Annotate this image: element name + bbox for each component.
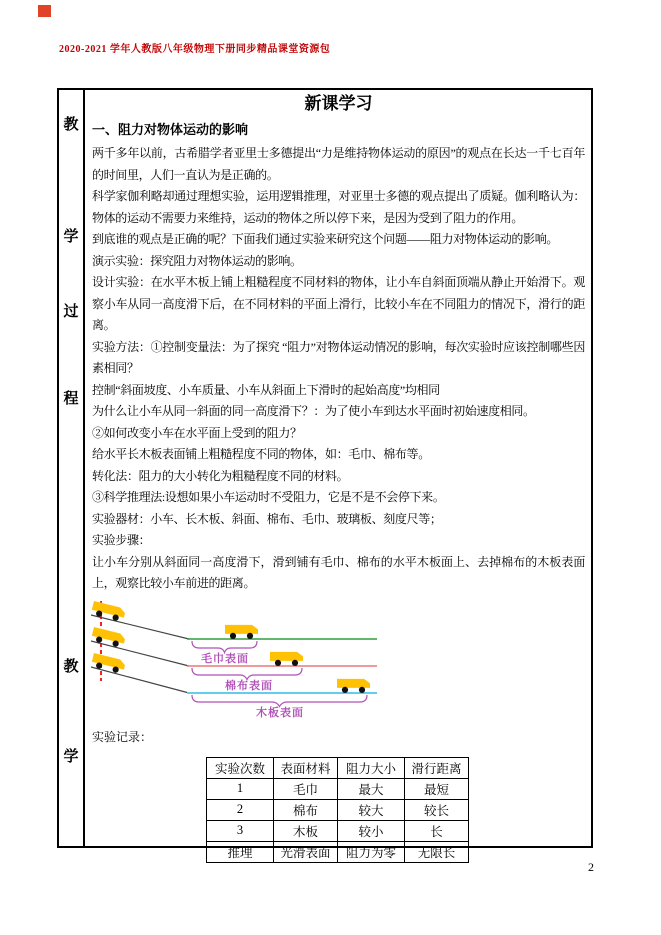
table-header-cell: 滑行距离 (405, 757, 469, 778)
table-cell: 棉布 (274, 799, 338, 820)
paragraph: 到底谁的观点是正确的呢？下面我们通过实验来研究这个问题——阻力对物体运动的影响。 (92, 232, 559, 246)
paragraph: 科学家伽利略却通过理想实验，运用逻辑推理，对亚里士多德的观点提出了质疑。伽利略认为：物体的运动不需要力来维持，运动的物体之所以停下来，是因为受到了阻力的作用。 (92, 189, 585, 225)
table-cell: 木板 (274, 820, 338, 841)
paragraph: ②如何改变小车在水平面上受到的阻力？ (92, 425, 302, 440)
table-cell: 1 (207, 778, 274, 799)
table-row (207, 841, 469, 862)
paragraph: 两千多年以前，古希腊学者亚里士多德提出“力是维持物体运动的原因”的观点在长达一千七百年的时间里，人们一直认为是正确的。 (92, 146, 585, 182)
side-column-teaching-process (59, 90, 85, 846)
experiment-diagram (89, 595, 585, 725)
paragraph: 设计实验：在水平木板上铺上粗糙程度不同材料的物体，让小车自斜面顶端从静止开始滑下。观察小车从同一高度滑下后，在不同材料的平面上滑行，比较小车在不同阻力的情况下，滑行的距离。 (92, 275, 585, 332)
incline-line (91, 667, 189, 693)
experiment-table (206, 757, 469, 863)
surface-label-towel: 毛巾表面 (201, 652, 249, 665)
table-cell: 较小 (338, 820, 405, 841)
table-row (207, 799, 469, 820)
brace-icon (192, 641, 257, 653)
table-cell: 推理 (207, 841, 274, 862)
table-row (207, 820, 469, 841)
table-cell: 3 (207, 820, 274, 841)
truck-icon (270, 651, 303, 665)
table-cell: 较大 (338, 799, 405, 820)
paragraph: 给水平长木板表面铺上粗糙程度不同的物体，如：毛巾、棉布等。 (92, 447, 430, 461)
paragraph: 控制“斜面坡度、小车质量、小车从斜面上下滑时的起始高度”均相同 (92, 382, 440, 397)
table-header-cell: 实验次数 (207, 757, 274, 778)
paragraph: 实验方法：①控制变量法：为了探究 “阻力”对物体运动情况的影响，每次实验时应该控制哪些因素相同？ (92, 339, 585, 375)
table-cell: 2 (207, 799, 274, 820)
table-cell: 光滑表面 (274, 841, 338, 862)
paragraph: ③科学推理法:设想如果小车运动时不受阻力，它是不是不会停下来。 (92, 490, 445, 504)
table-cell: 阻力为零 (338, 841, 405, 862)
page-title: 新课学习 (304, 94, 373, 113)
side-label: 过 (63, 304, 79, 320)
lesson-plan-table (57, 88, 593, 860)
truck-icon (225, 624, 258, 638)
table-cell: 无限长 (405, 841, 469, 862)
paragraph: 演示实验：探究阻力对物体运动的影响。 (92, 253, 302, 268)
page-number: 2 (588, 860, 594, 874)
paragraph: 为什么让小车从同一斜面的同一高度滑下？：为了使小车到达水平面时初始速度相同。 (92, 404, 535, 418)
side-label: 程 (63, 391, 79, 407)
table-header-cell: 表面材料 (274, 757, 338, 778)
incline-experiment-figure (89, 595, 479, 725)
surface-label-cotton: 棉布表面 (225, 679, 273, 692)
watermark-red-square (38, 5, 51, 17)
table-cell: 最大 (338, 778, 405, 799)
lesson-content (85, 90, 591, 860)
paragraph: 让小车分别从斜面同一高度滑下，滑到铺有毛巾、棉布的水平木板面上、去掉棉布的木板表面上，观察比较小车前进的距离。 (92, 554, 585, 590)
paragraph: 转化法：阻力的大小转化为粗糙程度不同的材料。 (92, 468, 349, 483)
table-cell: 长 (405, 820, 469, 841)
brace-icon (192, 668, 302, 680)
truck-icon (337, 678, 370, 692)
side-label: 学 (63, 749, 79, 765)
table-header-cell: 阻力大小 (338, 757, 405, 778)
side-label: 学 (63, 229, 79, 245)
paragraph: 实验步骤： (92, 533, 151, 547)
surface-label-wood: 木板表面 (256, 706, 304, 719)
section-heading: 一、阻力对物体运动的影响 (92, 122, 249, 137)
side-label: 教 (63, 659, 79, 675)
record-label: 实验记录： (92, 729, 153, 744)
table-header-row (207, 757, 469, 778)
brace-icon (192, 695, 367, 707)
table-cell: 较长 (405, 799, 469, 820)
table-cell: 最短 (405, 778, 469, 799)
watermark-text: 2020-2021 学年人教版八年级物理下册同步精品课堂资源包 (59, 44, 331, 55)
paragraph: 实验器材：小车、长木板、斜面、棉布、毛巾、玻璃板、刻度尺等； (92, 511, 442, 526)
table-cell: 毛巾 (274, 778, 338, 799)
side-label: 教 (63, 117, 79, 133)
table-row (207, 778, 469, 799)
